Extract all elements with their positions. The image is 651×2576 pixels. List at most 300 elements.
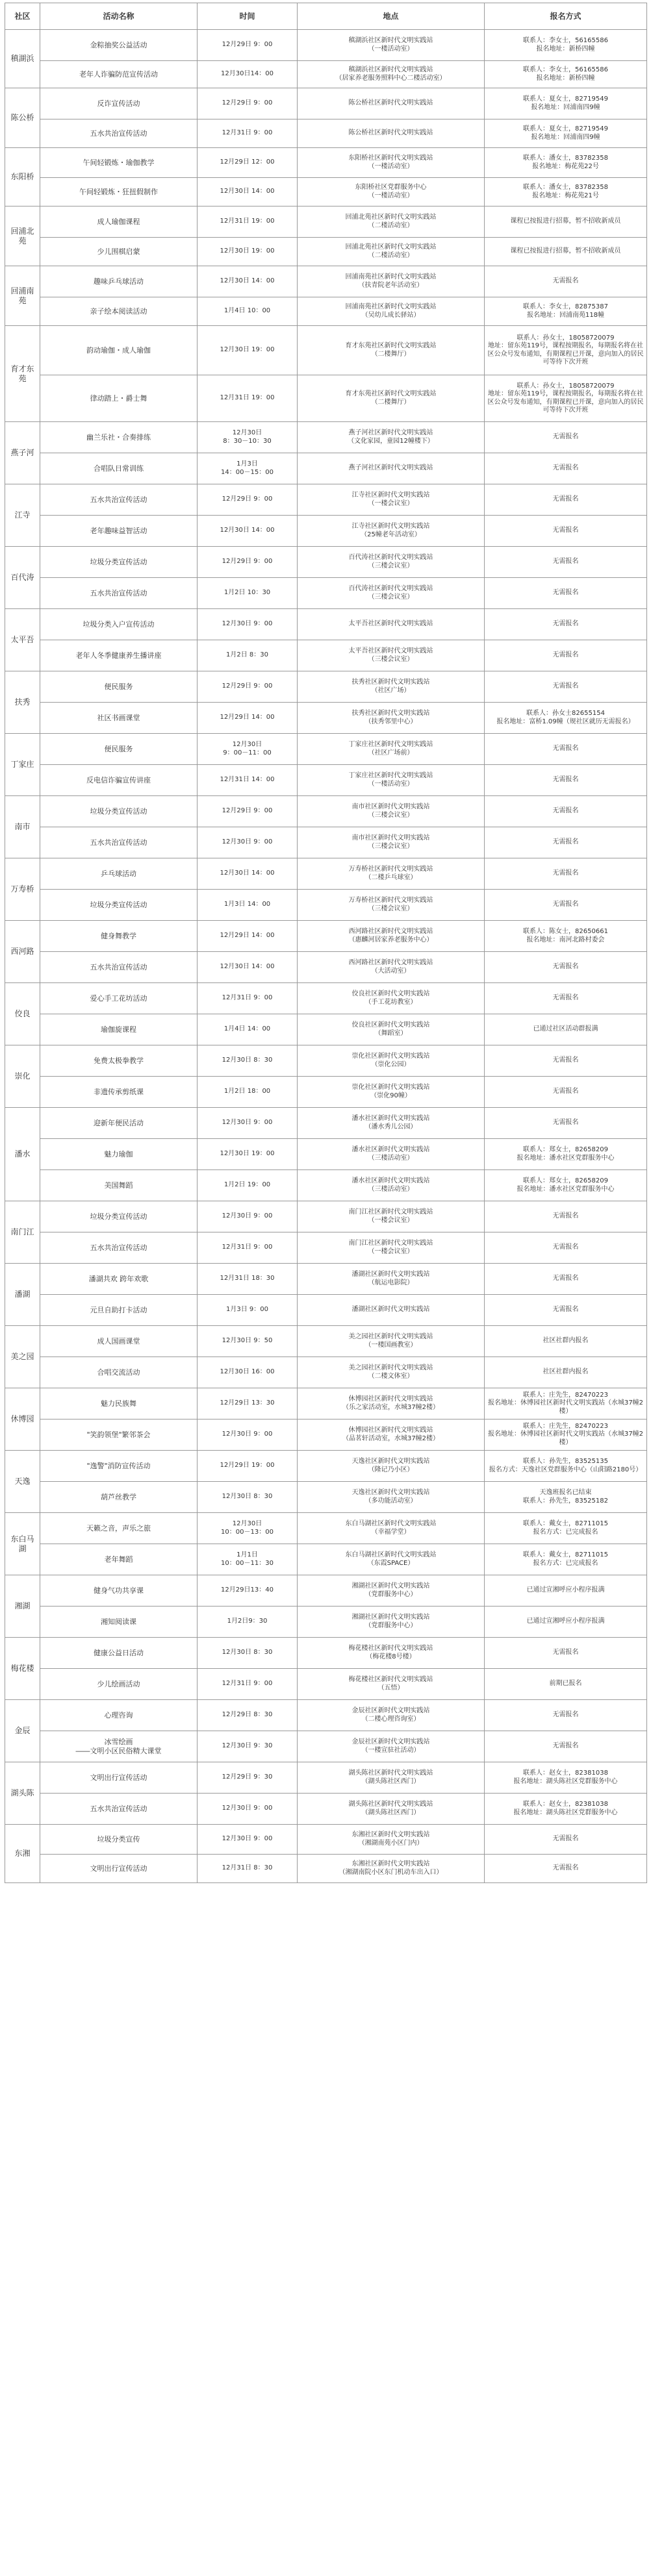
activity-place: 南门江社区新时代文明实践站 （一楼会议室）	[298, 1201, 485, 1232]
activity-place: 潘水社区新时代文明实践站 （三楼活动室）	[298, 1139, 485, 1170]
activity-place: 休博园社区新时代文明实践站 （品茗轩活动室，水城37幢2楼）	[298, 1419, 485, 1451]
activity-time: 12月30日 9：00	[198, 609, 298, 640]
activity-name: 社区书画课堂	[40, 703, 198, 734]
activity-name: 湘知阅读课	[40, 1607, 198, 1638]
community-name: 陈公桥	[5, 88, 40, 148]
community-name: 江寺	[5, 484, 40, 547]
community-name: 丁家庄	[5, 734, 40, 796]
activity-name: 免费太极拳教学	[40, 1045, 198, 1077]
signup-method: 无需报名	[485, 516, 647, 547]
community-name: 湘湖	[5, 1575, 40, 1638]
signup-method: 社区社群内报名	[485, 1357, 647, 1388]
community-name: 扶秀	[5, 671, 40, 734]
signup-method: 无需报名	[485, 547, 647, 578]
activity-place: 休博园社区新时代文明实践站 （乐之家活动室，水城37幢2楼）	[298, 1388, 485, 1419]
signup-method: 无需报名	[485, 952, 647, 983]
header-community: 社区	[5, 3, 40, 30]
table-row	[5, 1326, 647, 1357]
signup-method: 无需报名	[485, 422, 647, 453]
activity-place: 稹湖浜社区新时代文明实践站 （居家养老服务照料中心二楼活动室）	[298, 61, 485, 88]
table-row	[5, 266, 647, 297]
activity-place: 万寿桥社区新时代文明实践站 （三楼会议室）	[298, 890, 485, 921]
activity-time: 12月29日 12：00	[198, 148, 298, 178]
activity-name: 垃圾分类入户宣传活动	[40, 609, 198, 640]
activity-place: 崇化社区新时代文明实践站 （崇化90幢）	[298, 1077, 485, 1108]
activity-name: 老年人冬季健康养生播讲座	[40, 640, 198, 671]
activity-place: 百代涛社区新时代文明实践站 （三楼会议室）	[298, 578, 485, 609]
table-row	[5, 1232, 647, 1264]
activity-name: 成人国画课堂	[40, 1326, 198, 1357]
activity-place: 东湘社区新时代文明实践站 （湘湖南苑小区门内）	[298, 1825, 485, 1855]
signup-method: 无需报名	[485, 765, 647, 796]
activity-time: 12月30日 14：00	[198, 516, 298, 547]
signup-method: 无需报名	[485, 1108, 647, 1139]
community-name: 百代涛	[5, 547, 40, 609]
activity-place: 江寺社区新时代文明实践站 （一楼会议室）	[298, 484, 485, 516]
activity-place: 湖头陈社区新时代文明实践站 （湖头陈社区西门）	[298, 1762, 485, 1794]
table-row	[5, 1170, 647, 1201]
activity-name: 垃圾分类宣传活动	[40, 890, 198, 921]
community-name: 美之园	[5, 1326, 40, 1388]
activity-place: 东阳桥社区新时代文明实践站 （一楼活动室）	[298, 148, 485, 178]
activity-place: 崇化社区新时代文明实践站 （崇化公园）	[298, 1045, 485, 1077]
signup-method: 无需报名	[485, 890, 647, 921]
signup-method: 天逸班报名已结束 联系人：孙先生，83525182	[485, 1482, 647, 1513]
table-row	[5, 640, 647, 671]
activity-schedule-table	[5, 3, 647, 1883]
activity-time: 12月30日 9：00	[198, 1419, 298, 1451]
table-row	[5, 178, 647, 206]
table-row	[5, 1669, 647, 1700]
activity-time: 12月30日 9：00	[198, 1825, 298, 1855]
activity-place: 百代涛社区新时代文明实践站 （三楼会议室）	[298, 547, 485, 578]
activity-name: 五水共治宣传活动	[40, 1232, 198, 1264]
activity-time: 1月3日 9：00	[198, 1295, 298, 1326]
activity-name: 成人瑜伽课程	[40, 206, 198, 238]
table-row	[5, 1419, 647, 1451]
activity-time: 12月31日 19：00	[198, 206, 298, 238]
table-row	[5, 148, 647, 178]
activity-name: 乒乓球活动	[40, 858, 198, 890]
table-row	[5, 1451, 647, 1482]
signup-method: 已通过社区活动群报满	[485, 1014, 647, 1045]
activity-name: 垃圾分类宣传	[40, 1825, 198, 1855]
signup-method: 无需报名	[485, 484, 647, 516]
activity-name: 律动踏上・爵士舞	[40, 375, 198, 422]
community-name: 西河路	[5, 921, 40, 983]
table-row	[5, 1108, 647, 1139]
activity-time: 12月31日 9：00	[198, 983, 298, 1014]
activity-name: 迎新年便民活动	[40, 1108, 198, 1139]
activity-time: 1月4日 14：00	[198, 1014, 298, 1045]
activity-place: 西河路社区新时代文明实践站 （大活动室）	[298, 952, 485, 983]
activity-name: 心理咨询	[40, 1700, 198, 1731]
activity-place: 东阳桥社区党群服务中心 （一楼活动室）	[298, 178, 485, 206]
community-name: 梅花楼	[5, 1638, 40, 1700]
signup-method: 联系人：赵女士，82381038 报名地址：湖头陈社区党群服务中心	[485, 1762, 647, 1794]
activity-place: 回浦南苑社区新时代文明实践站 （扶青院老年活动室）	[298, 266, 485, 297]
activity-name: 垃圾分类宣传活动	[40, 796, 198, 827]
activity-time: 12月31日 19：00	[198, 375, 298, 422]
activity-place: 陈公桥社区新时代文明实践站	[298, 119, 485, 148]
activity-name: 金粽抽奖公益活动	[40, 30, 198, 61]
table-row	[5, 1077, 647, 1108]
community-name: 万寿桥	[5, 858, 40, 921]
signup-method: 联系人：庄先生，82470223 报名地址：休博园社区新时代文明实践站（水城37幢2楼）	[485, 1419, 647, 1451]
activity-time: 12月31日 14：00	[198, 765, 298, 796]
activity-place: 育才东苑社区新时代文明实践站 （二楼舞厅）	[298, 326, 485, 375]
header-signup: 报名方式	[485, 3, 647, 30]
signup-method: 无需报名	[485, 1825, 647, 1855]
signup-method: 无需报名	[485, 1077, 647, 1108]
activity-name: 五水共治宣传活动	[40, 1794, 198, 1825]
table-header-row	[5, 3, 647, 30]
header-activity: 活动名称	[40, 3, 198, 30]
signup-method: 联系人：夏女士，82719549 报名地址：回浦南四9幢	[485, 119, 647, 148]
signup-method: 联系人：李女士，82875387 报名地址：回浦南苑118幢	[485, 297, 647, 326]
signup-method: 无需报名	[485, 1731, 647, 1762]
activity-time: 12月30日 8：30	[198, 1482, 298, 1513]
community-name: 稹湖浜	[5, 30, 40, 88]
activity-name: 非遗传承剪纸课	[40, 1077, 198, 1108]
activity-name: 合唱交流活动	[40, 1357, 198, 1388]
signup-method: 联系人：庄先生，82470223 报名地址：休博园社区新时代文明实践站（水城37幢2楼）	[485, 1388, 647, 1419]
signup-method: 无需报名	[485, 1232, 647, 1264]
community-name: 南门江	[5, 1201, 40, 1264]
activity-place: 潘湖社区新时代文明实践站 （航运电影院）	[298, 1264, 485, 1295]
community-name: 金辰	[5, 1700, 40, 1762]
page	[0, 3, 651, 2576]
community-name: 潘湖	[5, 1264, 40, 1326]
activity-place: 佼良社区新时代文明实践站 （舞蹈室）	[298, 1014, 485, 1045]
table-row	[5, 1295, 647, 1326]
activity-name: 便民服务	[40, 671, 198, 703]
signup-method: 联系人：孙女士，18058720079 地址：留东苑119号，课程按期报名，每期报名将在社区公众号发布通知，有期课程已开课，意向加入的居民可等待下次开班	[485, 326, 647, 375]
activity-place: 回浦北苑社区新时代文明实践站 （二楼活动室）	[298, 206, 485, 238]
activity-time: 12月30日 9：00	[198, 1108, 298, 1139]
activity-name: 五水共治宣传活动	[40, 952, 198, 983]
activity-name: 五水共治宣传活动	[40, 484, 198, 516]
activity-time: 12月29日 9：00	[198, 671, 298, 703]
activity-place: 西河路社区新时代文明实践站 （惠麟河居家养老服务中心）	[298, 921, 485, 952]
activity-name: 反诈宣传活动	[40, 88, 198, 119]
signup-method: 课程已按报进行招募，暂不招收新成员	[485, 206, 647, 238]
table-row	[5, 983, 647, 1014]
activity-place: 扶秀社区新时代文明实践站 （社区广场）	[298, 671, 485, 703]
table-row	[5, 1794, 647, 1825]
signup-method: 无需报名	[485, 266, 647, 297]
signup-method: 联系人：李女士，56165586 报名地址：新桥四幢	[485, 30, 647, 61]
activity-place: 天逸社区新时代文明实践站 （隆记乃小区）	[298, 1451, 485, 1482]
activity-time: 12月31日 9：00	[198, 1232, 298, 1264]
activity-time: 12月29日 9：00	[198, 796, 298, 827]
activity-name: 五水共治宣传活动	[40, 827, 198, 858]
community-name: 休博园	[5, 1388, 40, 1451]
signup-method: 联系人：夏女士，82719549 报名地址：回浦南四9幢	[485, 88, 647, 119]
signup-method: 无需报名	[485, 609, 647, 640]
activity-place: 丁家庄社区新时代文明实践站 （一楼活动室）	[298, 765, 485, 796]
activity-name: 冰雪绘画 ――文明小区民俗精大课堂	[40, 1731, 198, 1762]
activity-place: 稹湖浜社区新时代文明实践站 （一楼活动室）	[298, 30, 485, 61]
table-row	[5, 578, 647, 609]
table-row	[5, 609, 647, 640]
activity-place: 扶秀社区新时代文明实践站 （扶秀邻里中心）	[298, 703, 485, 734]
activity-time: 12月30日 8：30	[198, 1638, 298, 1669]
activity-time: 12月30日 19：00	[198, 326, 298, 375]
table-row	[5, 238, 647, 266]
activity-place: 东湘社区新时代文明实践站 （湘湖南院小区东门机动车出入口）	[298, 1855, 485, 1883]
table-row	[5, 1638, 647, 1669]
activity-place: 回浦北苑社区新时代文明实践站 （二楼活动室）	[298, 238, 485, 266]
activity-name: 少儿绘画活动	[40, 1669, 198, 1700]
table-row	[5, 1513, 647, 1544]
table-row	[5, 671, 647, 703]
signup-method: 无需报名	[485, 1295, 647, 1326]
activity-time: 12月30日 9：00	[198, 1201, 298, 1232]
table-row	[5, 547, 647, 578]
signup-method: 联系人：郑女士，82658209 报名地址：潘水社区党群服务中心	[485, 1170, 647, 1201]
signup-method: 无需报名	[485, 796, 647, 827]
activity-place: 湘湖社区新时代文明实践站 （党群服务中心）	[298, 1607, 485, 1638]
table-row	[5, 1731, 647, 1762]
activity-name: 文明出行宣传活动	[40, 1855, 198, 1883]
activity-place: 东白马湖社区新时代文明实践站 （幸福学堂）	[298, 1513, 485, 1544]
activity-place: 佼良社区新时代文明实践站 （手工花坊教室）	[298, 983, 485, 1014]
activity-place: 湖头陈社区新时代文明实践站 （湖头陈社区西门）	[298, 1794, 485, 1825]
activity-time: 1月4日 10：00	[198, 297, 298, 326]
activity-place: 江寺社区新时代文明实践站 （25幢老年活动室）	[298, 516, 485, 547]
activity-place: 金辰社区新时代文明实践站 （二楼心理咨询室）	[298, 1700, 485, 1731]
signup-method: 联系人：潘女士，83782358 报名地址：梅花苑22号	[485, 148, 647, 178]
activity-place: 美之园社区新时代文明实践站 （一楼国画教室）	[298, 1326, 485, 1357]
activity-time: 12月31日 9：00	[198, 1669, 298, 1700]
activity-time: 12月29日 9：00	[198, 484, 298, 516]
activity-name: 五水共治宣传活动	[40, 578, 198, 609]
activity-place: 潘水社区新时代文明实践站 （潘水秀儿公园）	[298, 1108, 485, 1139]
table-row	[5, 765, 647, 796]
signup-method: 无需报名	[485, 827, 647, 858]
activity-place: 梅花楼社区新时代文明实践站 （梅花楼8号楼）	[298, 1638, 485, 1669]
signup-method: 联系人：赵女士，82381038 报名地址：湖头陈社区党群服务中心	[485, 1794, 647, 1825]
activity-name: 午间轻锻炼・瑜伽教学	[40, 148, 198, 178]
signup-method: 前期已报名	[485, 1669, 647, 1700]
activity-name: 五水共治宣传活动	[40, 119, 198, 148]
table-row	[5, 1388, 647, 1419]
activity-time: 12月30日 8：30	[198, 1045, 298, 1077]
activity-time: 12月30日 9：30	[198, 1731, 298, 1762]
activity-time: 12月30日 19：00	[198, 1139, 298, 1170]
table-row	[5, 1575, 647, 1607]
activity-name: 亲子绘本阅读活动	[40, 297, 198, 326]
activity-time: 12月30日 14：00	[198, 178, 298, 206]
activity-place: 万寿桥社区新时代文明实践站 （二楼乒乓球室）	[298, 858, 485, 890]
signup-method: 已通过宣湘呼应小程序报满	[485, 1575, 647, 1607]
activity-name: 少儿围棋启蒙	[40, 238, 198, 266]
activity-name: 反电信诈骗宣传讲座	[40, 765, 198, 796]
table-row	[5, 734, 647, 765]
community-name: 东湘	[5, 1825, 40, 1883]
header-time: 时间	[198, 3, 298, 30]
activity-place: 回浦南苑社区新时代文明实践站 （吴幼儿成长驿站）	[298, 297, 485, 326]
activity-name: 趣味乒乓球活动	[40, 266, 198, 297]
activity-time: 12月29日 8：30	[198, 1700, 298, 1731]
table-body	[5, 30, 647, 1883]
activity-name: 垃圾分类宣传活动	[40, 547, 198, 578]
signup-method: 联系人：戴女士，82711015 报名方式：已完成报名	[485, 1513, 647, 1544]
table-row	[5, 827, 647, 858]
activity-place: 育才东苑社区新时代文明实践站 （二楼舞厅）	[298, 375, 485, 422]
table-row	[5, 952, 647, 983]
activity-place: 梅花楼社区新时代文明实践站 （五悟）	[298, 1669, 485, 1700]
activity-time: 1月2日 8：30	[198, 640, 298, 671]
community-name: 东白马湖	[5, 1513, 40, 1575]
table-row	[5, 1762, 647, 1794]
signup-method: 无需报名	[485, 858, 647, 890]
signup-method: 无需报名	[485, 734, 647, 765]
activity-place: 东白马湖社区新时代文明实践站 （东霞SPACE）	[298, 1544, 485, 1575]
signup-method: 联系人：孙女士，18058720079 地址：留东苑119号，课程按期报名，每期报名将在社区公众号发布通知，有期课程已开课，意向加入的居民可等待下次开班	[485, 375, 647, 422]
activity-time: 12月30日 9：00	[198, 1794, 298, 1825]
signup-method: 无需报名	[485, 1201, 647, 1232]
activity-time: 12月30日 10：00－13：00	[198, 1513, 298, 1544]
activity-time: 12月29日 9：00	[198, 88, 298, 119]
table-row	[5, 206, 647, 238]
community-name: 南市	[5, 796, 40, 858]
activity-name: 葫芦丝教学	[40, 1482, 198, 1513]
signup-method: 社区社群内报名	[485, 1326, 647, 1357]
activity-time: 12月30日 14：00	[198, 266, 298, 297]
table-row	[5, 703, 647, 734]
table-row	[5, 1482, 647, 1513]
community-name: 燕子河	[5, 422, 40, 484]
activity-time: 1月2日 10：30	[198, 578, 298, 609]
activity-place: 南市社区新时代文明实践站 （三楼会议室）	[298, 827, 485, 858]
signup-method: 联系人：孙女士82655154 报名地址：富桥1.09幢（规社区就历无需报名）	[485, 703, 647, 734]
signup-method: 无需报名	[485, 983, 647, 1014]
signup-method: 联系人：戴女士，82711015 报名方式：已完成报名	[485, 1544, 647, 1575]
activity-time: 12月29日 9：00	[198, 547, 298, 578]
table-row	[5, 119, 647, 148]
community-name: 回浦南苑	[5, 266, 40, 326]
activity-name: 魅力瑜伽	[40, 1139, 198, 1170]
signup-method: 无需报名	[485, 578, 647, 609]
activity-place: 太平吾社区新时代文明实践站	[298, 609, 485, 640]
activity-place: 丁家庄社区新时代文明实践站 （社区广场前）	[298, 734, 485, 765]
signup-method: 联系人：潘女士，83782358 报名地址：梅花苑21号	[485, 178, 647, 206]
signup-method: 无需报名	[485, 1264, 647, 1295]
table-row	[5, 484, 647, 516]
table-row	[5, 516, 647, 547]
activity-time: 12月29日 14：00	[198, 703, 298, 734]
activity-time: 1月1日 10：00－11：30	[198, 1544, 298, 1575]
signup-method: 联系人：李女士，56165586 报名地址：新桥四幢	[485, 61, 647, 88]
table-row	[5, 1045, 647, 1077]
activity-name: 老年舞蹈	[40, 1544, 198, 1575]
activity-name: 潘湖共欢 跨年欢歌	[40, 1264, 198, 1295]
table-row	[5, 61, 647, 88]
activity-time: 12月30日 9：50	[198, 1326, 298, 1357]
table-row	[5, 858, 647, 890]
activity-name: "逸警"消防宣传活动	[40, 1451, 198, 1482]
table-row	[5, 30, 647, 61]
activity-time: 12月29日 9：00	[198, 30, 298, 61]
signup-method: 课程已按报进行招募，暂不招收新成员	[485, 238, 647, 266]
activity-name: 幽兰乐社・合奏排练	[40, 422, 198, 453]
activity-time: 12月29日13：40	[198, 1575, 298, 1607]
activity-time: 12月30日14：00	[198, 61, 298, 88]
activity-name: 老年趣味益智活动	[40, 516, 198, 547]
activity-place: 天逸社区新时代文明实践站 （多功能活动室）	[298, 1482, 485, 1513]
activity-time: 12月29日 14：00	[198, 921, 298, 952]
signup-method: 联系人：陈女士，82650661 报名地址：南河北路村委会	[485, 921, 647, 952]
activity-name: 健身舞教学	[40, 921, 198, 952]
activity-place: 陈公桥社区新时代文明实践站	[298, 88, 485, 119]
activity-place: 湘湖社区新时代文明实践站 （党群服务中心）	[298, 1575, 485, 1607]
signup-method: 无需报名	[485, 640, 647, 671]
activity-name: 合唱队日常训练	[40, 453, 198, 484]
community-name: 崇化	[5, 1045, 40, 1108]
activity-place: 美之园社区新时代文明实践站 （二楼文体室）	[298, 1357, 485, 1388]
activity-time: 1月2日9：30	[198, 1607, 298, 1638]
activity-time: 1月2日 19：00	[198, 1170, 298, 1201]
table-row	[5, 375, 647, 422]
activity-name: 魅力民族舞	[40, 1388, 198, 1419]
table-row	[5, 1264, 647, 1295]
community-name: 太平吾	[5, 609, 40, 671]
table-row	[5, 1825, 647, 1855]
table-row	[5, 1201, 647, 1232]
table-row	[5, 921, 647, 952]
table-row	[5, 453, 647, 484]
activity-time: 12月29日 19：00	[198, 1451, 298, 1482]
signup-method: 联系人：孙先生，83525135 报名方式：天逸社区党群服务中心（山阳路2180号）	[485, 1451, 647, 1482]
activity-time: 12月30日 16：00	[198, 1357, 298, 1388]
table-row	[5, 1700, 647, 1731]
community-name: 天逸	[5, 1451, 40, 1513]
activity-name: 元旦自助打卡活动	[40, 1295, 198, 1326]
activity-name: "笑韵领堡"繁邻茶会	[40, 1419, 198, 1451]
table-row	[5, 326, 647, 375]
table-row	[5, 890, 647, 921]
activity-name: 健身气功共享课	[40, 1575, 198, 1607]
activity-name: 韵动瑜伽・成人瑜伽	[40, 326, 198, 375]
activity-time: 12月30日 19：00	[198, 238, 298, 266]
community-name: 育才东苑	[5, 326, 40, 422]
signup-method: 无需报名	[485, 1700, 647, 1731]
activity-time: 1月3日 14：00	[198, 890, 298, 921]
activity-time: 12月30日 14：00	[198, 858, 298, 890]
activity-time: 12月30日 9：00－11：00	[198, 734, 298, 765]
activity-name: 便民服务	[40, 734, 198, 765]
activity-time: 1月3日 14：00－15：00	[198, 453, 298, 484]
activity-place: 燕子河社区新时代文明实践站	[298, 453, 485, 484]
table-row	[5, 297, 647, 326]
signup-method: 已通过宣湘呼应小程序报满	[485, 1607, 647, 1638]
activity-name: 爱心手工花坊活动	[40, 983, 198, 1014]
header-place: 地点	[298, 3, 485, 30]
signup-method: 无需报名	[485, 453, 647, 484]
activity-name: 天籁之音，声乐之旅	[40, 1513, 198, 1544]
activity-time: 12月29日 9：30	[198, 1762, 298, 1794]
activity-time: 12月31日 8：30	[198, 1855, 298, 1883]
activity-time: 12月29日 13：30	[198, 1388, 298, 1419]
activity-time: 12月30日 14：00	[198, 952, 298, 983]
activity-name: 健康公益日活动	[40, 1638, 198, 1669]
activity-time: 1月2日 18：00	[198, 1077, 298, 1108]
activity-name: 午间轻锻炼・狂扭假制作	[40, 178, 198, 206]
activity-name: 美国舞蹈	[40, 1170, 198, 1201]
activity-place: 金辰社区新时代文明实践站 （一楼宣驻社活动）	[298, 1731, 485, 1762]
